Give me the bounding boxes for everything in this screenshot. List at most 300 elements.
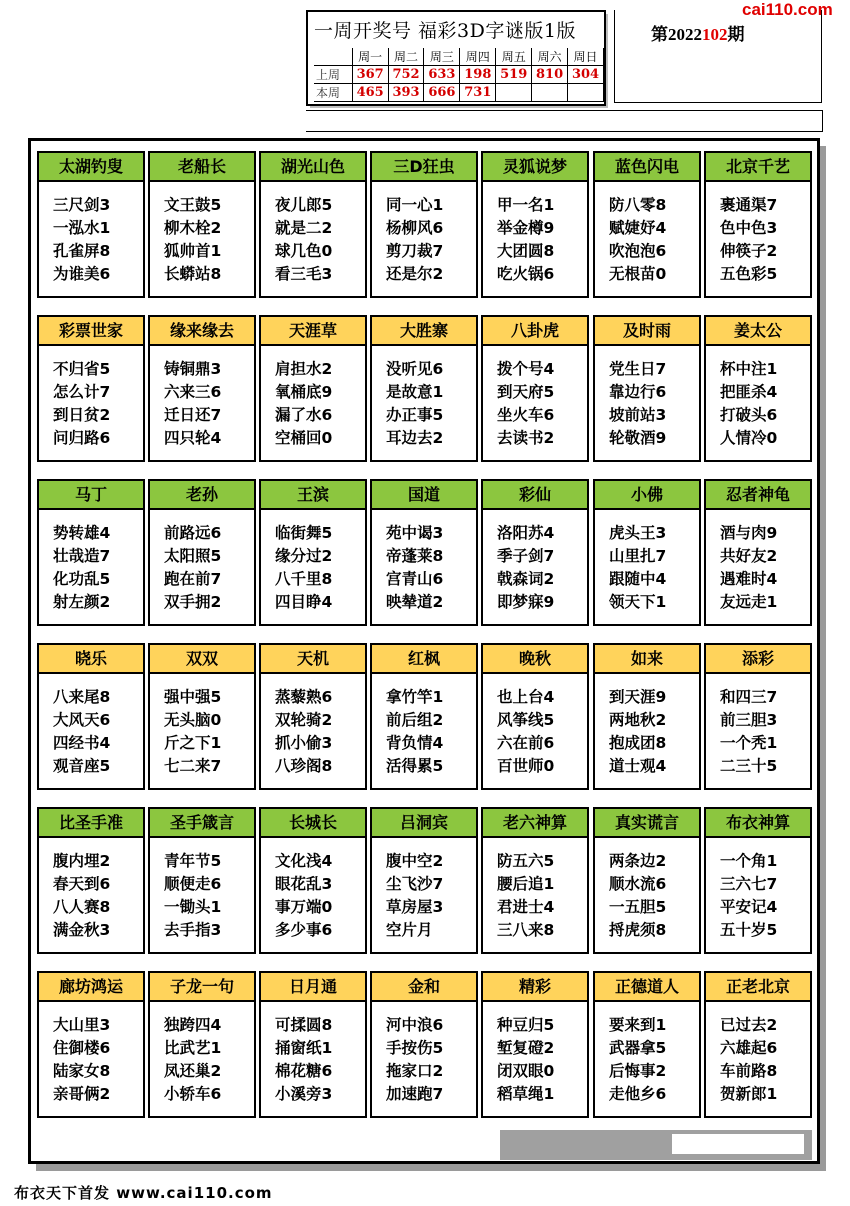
puzzle-line: 耳边去2 (386, 429, 444, 447)
puzzle-line: 双手拥2 (164, 593, 222, 611)
puzzle-line: 长蟒站8 (164, 265, 222, 283)
draw-results-table (314, 48, 604, 102)
puzzle-card-title: 彩票世家 (39, 317, 143, 346)
puzzle-line: 七二来7 (164, 757, 222, 775)
row-label: 上周 (314, 66, 352, 84)
puzzle-line: 小溪旁3 (275, 1085, 333, 1103)
puzzle-card (37, 643, 145, 790)
puzzle-line: 跑在前7 (164, 570, 222, 588)
puzzle-card-title: 天涯草 (261, 317, 365, 346)
puzzle-line: 一个秃1 (720, 734, 778, 752)
puzzle-line: 戟森词2 (497, 570, 555, 588)
puzzle-line: 肩担水2 (275, 360, 333, 378)
puzzle-card (148, 151, 256, 298)
puzzle-card (148, 807, 256, 954)
puzzle-card-lines (720, 850, 808, 942)
puzzle-line: 活得累5 (386, 757, 444, 775)
puzzle-card (704, 151, 812, 298)
puzzle-line: 太阳照5 (164, 547, 222, 565)
day-label: 周六 (532, 48, 568, 66)
puzzle-line: 赋婕妤4 (609, 219, 667, 237)
puzzle-line: 小轿车6 (164, 1085, 222, 1103)
puzzle-line: 一锄头1 (164, 898, 222, 916)
puzzle-line: 不归省5 (53, 360, 111, 378)
puzzle-card-title: 老船长 (150, 153, 254, 182)
puzzle-line: 轮敬酒9 (609, 429, 667, 447)
puzzle-card-lines (497, 522, 585, 614)
puzzle-line: 亲哥俩2 (53, 1085, 111, 1103)
puzzle-line: 风筝线5 (497, 711, 555, 729)
puzzle-card-title: 晓乐 (39, 645, 143, 674)
puzzle-card (593, 479, 701, 626)
puzzle-card-lines (164, 686, 252, 778)
puzzle-line: 山里扎7 (609, 547, 667, 565)
puzzle-line: 腹内埋2 (53, 852, 111, 870)
puzzle-line: 观音座5 (53, 757, 111, 775)
puzzle-line: 剪刀裁7 (386, 242, 444, 260)
puzzle-card-title: 老孙 (150, 481, 254, 510)
puzzle-line: 还是尔2 (386, 265, 444, 283)
puzzle-line: 即梦寐9 (497, 593, 555, 611)
draw-number (496, 84, 532, 102)
puzzle-card-lines (275, 1014, 363, 1106)
puzzle-line: 道士观4 (609, 757, 667, 775)
puzzle-line: 手按伤5 (386, 1039, 444, 1057)
puzzle-line: 射左颜2 (53, 593, 111, 611)
puzzle-line: 看三毛3 (275, 265, 333, 283)
puzzle-line: 映辇道2 (386, 593, 444, 611)
puzzle-card-lines (53, 850, 141, 942)
footer-text: 布衣天下首发 www.cai110.com (14, 1184, 273, 1202)
puzzle-card (37, 151, 145, 298)
puzzle-line: 和四三7 (720, 688, 778, 706)
puzzle-card (481, 315, 589, 462)
row-label: 本周 (314, 84, 352, 102)
puzzle-card-title: 姜太公 (706, 317, 810, 346)
day-label: 周二 (388, 48, 424, 66)
puzzle-line: 蒸藜熟6 (275, 688, 333, 706)
puzzle-line: 临街舞5 (275, 524, 333, 542)
puzzle-line: 强中强5 (164, 688, 222, 706)
puzzle-line: 八来尾8 (53, 688, 111, 706)
puzzle-card-lines (720, 358, 808, 450)
puzzle-line: 抱成团8 (609, 734, 667, 752)
puzzle-line: 漏了水6 (275, 406, 333, 424)
puzzle-card-title: 子龙一句 (150, 973, 254, 1002)
puzzle-line: 也上台4 (497, 688, 555, 706)
puzzle-line: 四只轮4 (164, 429, 222, 447)
puzzle-line: 五十岁5 (720, 921, 778, 939)
puzzle-line: 孔雀屏8 (53, 242, 111, 260)
footer-blank-box (672, 1134, 804, 1154)
puzzle-card-title: 及时雨 (595, 317, 699, 346)
day-label: 周四 (460, 48, 496, 66)
puzzle-line: 一五胆5 (609, 898, 667, 916)
puzzle-card-title: 老六神算 (483, 809, 587, 838)
puzzle-line: 三六七7 (720, 875, 778, 893)
puzzle-card-lines (720, 1014, 808, 1106)
puzzle-line: 六在前6 (497, 734, 555, 752)
puzzle-line: 问归路6 (53, 429, 111, 447)
puzzle-card-title: 真实谎言 (595, 809, 699, 838)
puzzle-card-title: 金和 (372, 973, 476, 1002)
puzzle-line: 大团圆8 (497, 242, 555, 260)
puzzle-card-lines (497, 1014, 585, 1106)
this-week-row (314, 84, 604, 102)
draw-number: 810 (532, 66, 568, 84)
puzzle-card-title: 缘来缘去 (150, 317, 254, 346)
puzzle-line: 捋虎须8 (609, 921, 667, 939)
puzzle-line: 空桶回0 (275, 429, 333, 447)
puzzle-line: 种豆归5 (497, 1016, 555, 1034)
puzzle-line: 把匪杀4 (720, 383, 778, 401)
puzzle-line: 空片月 (386, 921, 433, 939)
puzzle-line: 季子剑7 (497, 547, 555, 565)
puzzle-line: 捅窗纸1 (275, 1039, 333, 1057)
puzzle-card-title: 彩仙 (483, 481, 587, 510)
puzzle-card (704, 971, 812, 1118)
puzzle-card-lines (386, 1014, 474, 1106)
puzzle-line: 闭双眼0 (497, 1062, 555, 1080)
puzzle-line: 防八零8 (609, 196, 667, 214)
puzzle-card-lines (53, 686, 141, 778)
puzzle-line: 铸铜鼎3 (164, 360, 222, 378)
puzzle-line: 尘飞沙7 (386, 875, 444, 893)
puzzle-line: 宫青山6 (386, 570, 444, 588)
puzzle-card (259, 479, 367, 626)
puzzle-line: 柳木栓2 (164, 219, 222, 237)
puzzle-line: 六雄起6 (720, 1039, 778, 1057)
puzzle-line: 苑中谒3 (386, 524, 444, 542)
puzzle-card-lines (164, 522, 252, 614)
puzzle-card-title: 日月通 (261, 973, 365, 1002)
puzzle-line: 防五六5 (497, 852, 555, 870)
puzzle-line: 球几色0 (275, 242, 333, 260)
puzzle-card-lines (164, 850, 252, 942)
puzzle-line: 抓小偷3 (275, 734, 333, 752)
puzzle-card-lines (386, 358, 474, 450)
puzzle-line: 伸筷子2 (720, 242, 778, 260)
puzzle-card (481, 151, 589, 298)
puzzle-line: 酒与肉9 (720, 524, 778, 542)
puzzle-card-title: 小佛 (595, 481, 699, 510)
draw-history-panel (306, 10, 606, 106)
puzzle-card (259, 971, 367, 1118)
puzzle-line: 狐帅首1 (164, 242, 222, 260)
puzzle-line: 双轮骑2 (275, 711, 333, 729)
puzzle-line: 到天府5 (497, 383, 555, 401)
puzzle-card-title: 布衣神算 (706, 809, 810, 838)
issue-number-value: 102 (702, 25, 728, 44)
site-link[interactable]: cai110.com (742, 0, 833, 19)
puzzle-line: 无根苗0 (609, 265, 667, 283)
puzzle-card-title: 八卦虎 (483, 317, 587, 346)
puzzle-card (370, 479, 478, 626)
puzzle-line: 拿竹竿1 (386, 688, 444, 706)
puzzle-line: 比武艺1 (164, 1039, 222, 1057)
puzzle-card-lines (497, 686, 585, 778)
puzzle-line: 加速跑7 (386, 1085, 444, 1103)
puzzle-line: 稻草绳1 (497, 1085, 555, 1103)
puzzle-line: 大山里3 (53, 1016, 111, 1034)
draw-number: 752 (388, 66, 424, 84)
puzzle-card-lines (386, 194, 474, 286)
puzzle-line: 一泓水1 (53, 219, 111, 237)
puzzle-card-lines (53, 522, 141, 614)
puzzle-card-lines (164, 358, 252, 450)
puzzle-card (593, 643, 701, 790)
puzzle-line: 陆家女8 (53, 1062, 111, 1080)
puzzle-card (259, 807, 367, 954)
day-header-row (314, 48, 604, 66)
puzzle-line: 同一心1 (386, 196, 444, 214)
puzzle-line: 腰后追1 (497, 875, 555, 893)
puzzle-card (148, 315, 256, 462)
puzzle-card (370, 971, 478, 1118)
puzzle-line: 车前路8 (720, 1062, 778, 1080)
puzzle-line: 河中浪6 (386, 1016, 444, 1034)
draw-number: 393 (388, 84, 424, 102)
puzzle-line: 无头脑0 (164, 711, 222, 729)
puzzle-card (37, 479, 145, 626)
puzzle-line: 办正事5 (386, 406, 444, 424)
puzzle-card-lines (275, 850, 363, 942)
puzzle-line: 迁日还7 (164, 406, 222, 424)
draw-number: 731 (460, 84, 496, 102)
puzzle-line: 可揉圆8 (275, 1016, 333, 1034)
puzzle-card-title: 三D狂虫 (372, 153, 476, 182)
puzzle-card-lines (275, 358, 363, 450)
puzzle-line: 没听见6 (386, 360, 444, 378)
puzzle-card-lines (275, 194, 363, 286)
puzzle-line: 夜儿郎5 (275, 196, 333, 214)
last-week-row (314, 66, 604, 84)
puzzle-line: 武器拿5 (609, 1039, 667, 1057)
puzzle-line: 八人赛8 (53, 898, 111, 916)
puzzle-line: 人情冷0 (720, 429, 778, 447)
puzzle-line: 腹中空2 (386, 852, 444, 870)
puzzle-card-lines (609, 686, 697, 778)
puzzle-card (148, 643, 256, 790)
puzzle-line: 百世师0 (497, 757, 555, 775)
puzzle-line: 贺新郎1 (720, 1085, 778, 1103)
puzzle-line: 君进士4 (497, 898, 555, 916)
puzzle-line: 前路远6 (164, 524, 222, 542)
puzzle-line: 化功乱5 (53, 570, 111, 588)
puzzle-line: 缘分过2 (275, 547, 333, 565)
puzzle-line: 去手指3 (164, 921, 222, 939)
puzzle-card (37, 971, 145, 1118)
puzzle-line: 文化浅4 (275, 852, 333, 870)
puzzle-line: 住御楼6 (53, 1039, 111, 1057)
puzzle-card-lines (53, 194, 141, 286)
puzzle-line: 背负情4 (386, 734, 444, 752)
puzzle-card-title: 灵狐说梦 (483, 153, 587, 182)
draw-number: 465 (352, 84, 388, 102)
puzzle-line: 多少事6 (275, 921, 333, 939)
day-label: 周一 (352, 48, 388, 66)
puzzle-line: 靠边行6 (609, 383, 667, 401)
puzzle-line: 遇难时4 (720, 570, 778, 588)
puzzle-line: 拨个号4 (497, 360, 555, 378)
puzzle-line: 两条边2 (609, 852, 667, 870)
puzzle-card (704, 643, 812, 790)
puzzle-line: 文王鼓5 (164, 196, 222, 214)
puzzle-card-title: 晚秋 (483, 645, 587, 674)
puzzle-card (370, 643, 478, 790)
puzzle-card (259, 151, 367, 298)
puzzle-line: 四目睁4 (275, 593, 333, 611)
draw-number: 666 (424, 84, 460, 102)
puzzle-line: 势转雄4 (53, 524, 111, 542)
issue-number: 第2022102期 (651, 25, 745, 44)
puzzle-line: 吹泡泡6 (609, 242, 667, 260)
puzzle-line: 跟随中4 (609, 570, 667, 588)
draw-number: 519 (496, 66, 532, 84)
puzzle-card-title: 蓝色闪电 (595, 153, 699, 182)
puzzle-line: 为谁美6 (53, 265, 111, 283)
puzzle-card (481, 971, 589, 1118)
puzzle-card (481, 479, 589, 626)
puzzle-card (370, 151, 478, 298)
puzzle-card (37, 807, 145, 954)
puzzle-card (259, 315, 367, 462)
puzzle-line: 凤还巢2 (164, 1062, 222, 1080)
puzzle-line: 六来三6 (164, 383, 222, 401)
puzzle-line: 杯中注1 (720, 360, 778, 378)
puzzle-card-title: 红枫 (372, 645, 476, 674)
puzzle-card (370, 315, 478, 462)
puzzle-card (593, 807, 701, 954)
puzzle-card-title: 廊坊鸿运 (39, 973, 143, 1002)
puzzle-line: 怎么计7 (53, 383, 111, 401)
puzzle-card-lines (386, 686, 474, 778)
puzzle-line: 八珍阁8 (275, 757, 333, 775)
puzzle-card (704, 315, 812, 462)
puzzle-line: 顺水流6 (609, 875, 667, 893)
draw-number: 198 (460, 66, 496, 84)
puzzle-card-title: 添彩 (706, 645, 810, 674)
draw-number: 304 (568, 66, 604, 84)
puzzle-line: 后悔事2 (609, 1062, 667, 1080)
puzzle-card (37, 315, 145, 462)
puzzle-line: 坐火车6 (497, 406, 555, 424)
puzzle-card-lines (720, 194, 808, 286)
puzzle-line: 党生日7 (609, 360, 667, 378)
puzzle-line: 两地秋2 (609, 711, 667, 729)
puzzle-card-title: 精彩 (483, 973, 587, 1002)
puzzle-card-title: 正老北京 (706, 973, 810, 1002)
puzzle-card (148, 479, 256, 626)
puzzle-card (148, 971, 256, 1118)
puzzle-card-title: 圣手箴言 (150, 809, 254, 838)
puzzle-line: 到天涯9 (609, 688, 667, 706)
puzzle-line: 共好友2 (720, 547, 778, 565)
day-label: 周五 (496, 48, 532, 66)
puzzle-line: 走他乡6 (609, 1085, 667, 1103)
puzzle-line: 色中色3 (720, 219, 778, 237)
puzzle-line: 草房屋3 (386, 898, 444, 916)
puzzle-card-title: 正德道人 (595, 973, 699, 1002)
puzzle-line: 帝蓬莱8 (386, 547, 444, 565)
puzzle-card (481, 807, 589, 954)
puzzle-grid-frame (28, 138, 820, 1164)
puzzle-line: 吃火锅6 (497, 265, 555, 283)
puzzle-line: 拖家口2 (386, 1062, 444, 1080)
puzzle-card-title: 国道 (372, 481, 476, 510)
puzzle-line: 就是二2 (275, 219, 333, 237)
puzzle-line: 甲一名1 (497, 196, 555, 214)
puzzle-card-title: 马丁 (39, 481, 143, 510)
draw-number (532, 84, 568, 102)
issue-panel (614, 10, 822, 103)
puzzle-line: 三八来8 (497, 921, 555, 939)
puzzle-card-lines (609, 522, 697, 614)
puzzle-card-lines (275, 686, 363, 778)
puzzle-card-lines (386, 850, 474, 942)
puzzle-card (481, 643, 589, 790)
puzzle-card-lines (53, 358, 141, 450)
page-title: 一周开奖号 福彩3D字谜版1版 (314, 20, 576, 42)
puzzle-line: 眼花乱3 (275, 875, 333, 893)
puzzle-line: 平安记4 (720, 898, 778, 916)
puzzle-line: 事万端0 (275, 898, 333, 916)
puzzle-card-lines (497, 358, 585, 450)
puzzle-card-lines (497, 194, 585, 286)
puzzle-card-title: 吕洞宾 (372, 809, 476, 838)
puzzle-card-title: 忍者神龟 (706, 481, 810, 510)
puzzle-line: 已过去2 (720, 1016, 778, 1034)
puzzle-card-lines (497, 850, 585, 942)
puzzle-line: 打破头6 (720, 406, 778, 424)
puzzle-card-title: 如来 (595, 645, 699, 674)
puzzle-card (593, 151, 701, 298)
puzzle-card (593, 971, 701, 1118)
draw-number: 633 (424, 66, 460, 84)
puzzle-card-lines (275, 522, 363, 614)
puzzle-line: 三尺剑3 (53, 196, 111, 214)
puzzle-line: 斤之下1 (164, 734, 222, 752)
puzzle-line: 举金樽9 (497, 219, 555, 237)
puzzle-line: 友远走1 (720, 593, 778, 611)
puzzle-line: 要来到1 (609, 1016, 667, 1034)
puzzle-line: 顺便走6 (164, 875, 222, 893)
puzzle-card-lines (164, 1014, 252, 1106)
puzzle-card-lines (609, 194, 697, 286)
puzzle-card-title: 大胜寨 (372, 317, 476, 346)
puzzle-line: 洛阳苏4 (497, 524, 555, 542)
puzzle-line: 裹通渠7 (720, 196, 778, 214)
puzzle-line: 虎头王3 (609, 524, 667, 542)
puzzle-card-title: 湖光山色 (261, 153, 365, 182)
draw-number: 367 (352, 66, 388, 84)
puzzle-line: 前三胆3 (720, 711, 778, 729)
puzzle-line: 前后组2 (386, 711, 444, 729)
puzzle-card-title: 长城长 (261, 809, 365, 838)
puzzle-card-lines (53, 1014, 141, 1106)
puzzle-card-title: 王滨 (261, 481, 365, 510)
puzzle-line: 是故意1 (386, 383, 444, 401)
puzzle-line: 春天到6 (53, 875, 111, 893)
puzzle-line: 到日贫2 (53, 406, 111, 424)
puzzle-card-title: 北京千艺 (706, 153, 810, 182)
puzzle-card (593, 315, 701, 462)
puzzle-line: 棉花糖6 (275, 1062, 333, 1080)
puzzle-card-lines (164, 194, 252, 286)
puzzle-card (370, 807, 478, 954)
puzzle-card-title: 双双 (150, 645, 254, 674)
puzzle-line: 去读书2 (497, 429, 555, 447)
